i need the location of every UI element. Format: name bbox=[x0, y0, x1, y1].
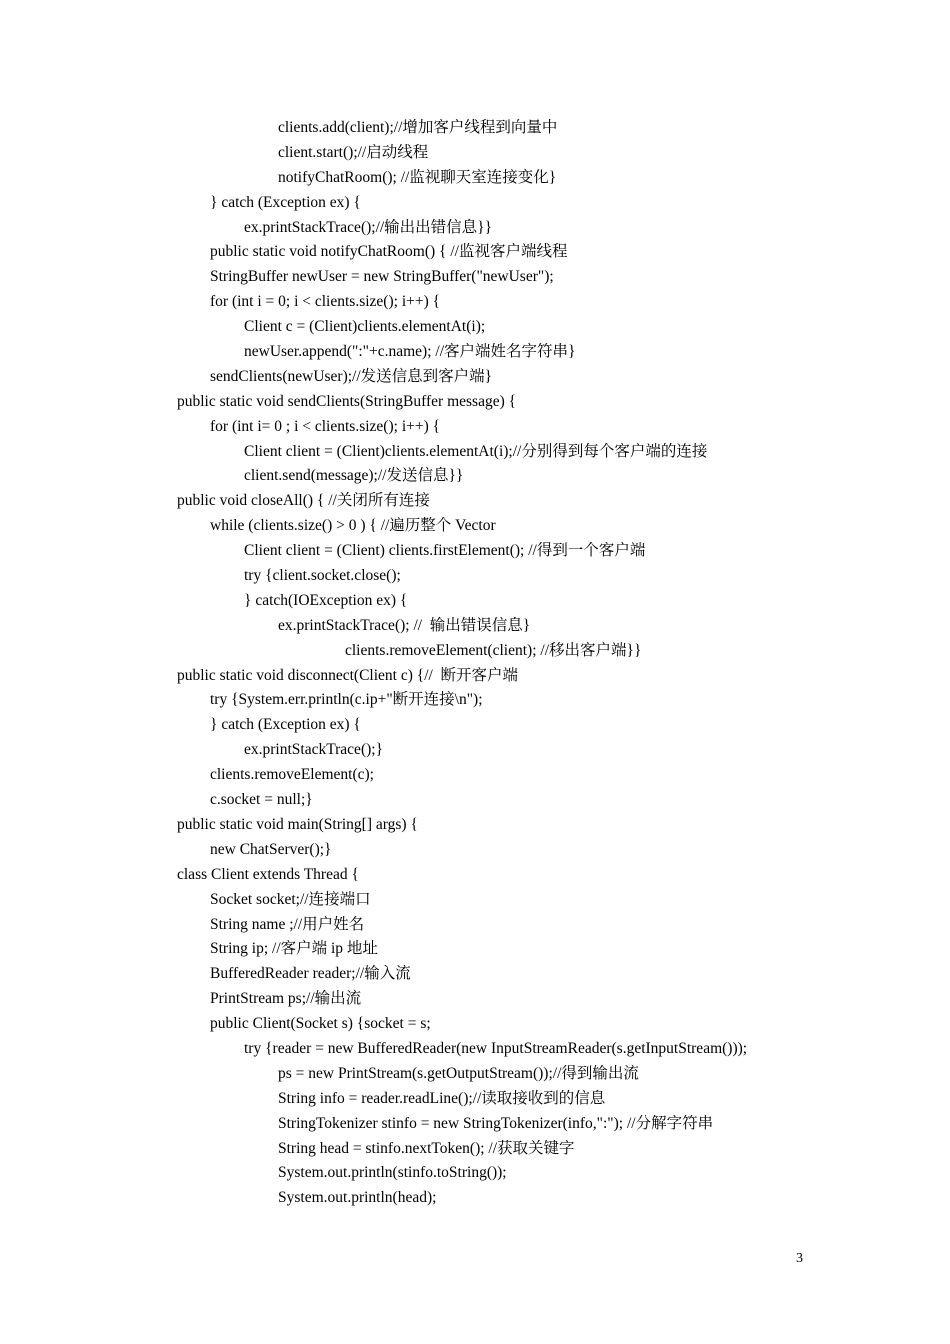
code-line: public static void main(String[] args) { bbox=[177, 815, 418, 833]
code-line: System.out.println(head); bbox=[278, 1189, 437, 1207]
code-line: StringBuffer newUser = new StringBuffer("newUser"); bbox=[210, 268, 554, 286]
code-line: public void closeAll() { //关闭所有连接 bbox=[177, 492, 430, 510]
code-line: Client client = (Client)clients.elementAt(i);//分别得到每个客户端的连接 bbox=[244, 442, 708, 460]
code-line: client.send(message);//发送信息}} bbox=[244, 467, 464, 485]
code-line: client.start();//启动线程 bbox=[278, 143, 429, 161]
code-line: while (clients.size() > 0 ) { //遍历整个 Vector bbox=[210, 517, 496, 535]
code-line: try {System.err.println(c.ip+"断开连接\n"); bbox=[210, 691, 483, 709]
code-line: public static void sendClients(StringBuffer message) { bbox=[177, 392, 517, 410]
code-line: PrintStream ps;//输出流 bbox=[210, 990, 362, 1008]
code-line: public static void notifyChatRoom() { //监视客户端线程 bbox=[210, 243, 568, 261]
code-line: public Client(Socket s) {socket = s; bbox=[210, 1015, 431, 1033]
code-line: c.socket = null;} bbox=[210, 791, 313, 809]
code-line: notifyChatRoom(); //监视聊天室连接变化} bbox=[278, 168, 557, 186]
code-line: } catch (Exception ex) { bbox=[210, 193, 361, 211]
code-line: try {client.socket.close(); bbox=[244, 567, 401, 585]
code-line: newUser.append(":"+c.name); //客户端姓名字符串} bbox=[244, 343, 576, 361]
code-line: } catch(IOException ex) { bbox=[244, 591, 408, 609]
code-line: clients.removeElement(client); //移出客户端}} bbox=[345, 641, 642, 659]
code-line: String ip; //客户端 ip 地址 bbox=[210, 940, 378, 958]
code-line: System.out.println(stinfo.toString()); bbox=[278, 1164, 507, 1182]
code-line: for (int i = 0; i < clients.size(); i++) { bbox=[210, 293, 441, 311]
code-line: ex.printStackTrace(); // 输出错误信息} bbox=[278, 616, 531, 634]
code-line: BufferedReader reader;//输入流 bbox=[210, 965, 411, 983]
code-line: for (int i= 0 ; i < clients.size(); i++) { bbox=[210, 417, 441, 435]
code-line: Client c = (Client)clients.elementAt(i); bbox=[244, 318, 486, 336]
code-line: ps = new PrintStream(s.getOutputStream());//得到输出流 bbox=[278, 1064, 639, 1082]
code-line: sendClients(newUser);//发送信息到客户端} bbox=[210, 367, 493, 385]
code-line: clients.add(client);//增加客户线程到向量中 bbox=[278, 119, 558, 136]
code-line: public static void disconnect(Client c) {// 断开客户端 bbox=[177, 666, 519, 684]
code-line: String head = stinfo.nextToken(); //获取关键字 bbox=[278, 1139, 575, 1157]
code-line: ex.printStackTrace();//输出出错信息}} bbox=[244, 218, 493, 236]
code-line: Client client = (Client) clients.firstElement(); //得到一个客户端 bbox=[244, 542, 646, 560]
code-line: new ChatServer();} bbox=[210, 840, 332, 858]
code-line: ex.printStackTrace();} bbox=[244, 741, 384, 759]
code-line: String name ;//用户姓名 bbox=[210, 915, 365, 933]
code-line: String info = reader.readLine();//读取接收到的信息 bbox=[278, 1089, 606, 1107]
page-number: 3 bbox=[796, 1251, 803, 1266]
code-line: } catch (Exception ex) { bbox=[210, 716, 361, 734]
code-line: StringTokenizer stinfo = new StringTokenizer(info,":"); //分解字符串 bbox=[278, 1114, 714, 1132]
code-line: Socket socket;//连接端口 bbox=[210, 890, 371, 908]
code-line: class Client extends Thread { bbox=[177, 865, 359, 883]
code-line: clients.removeElement(c); bbox=[210, 766, 374, 784]
code-listing bbox=[0, 116, 950, 1211]
code-line: try {reader = new BufferedReader(new InputStreamReader(s.getInputStream())); bbox=[244, 1039, 748, 1057]
